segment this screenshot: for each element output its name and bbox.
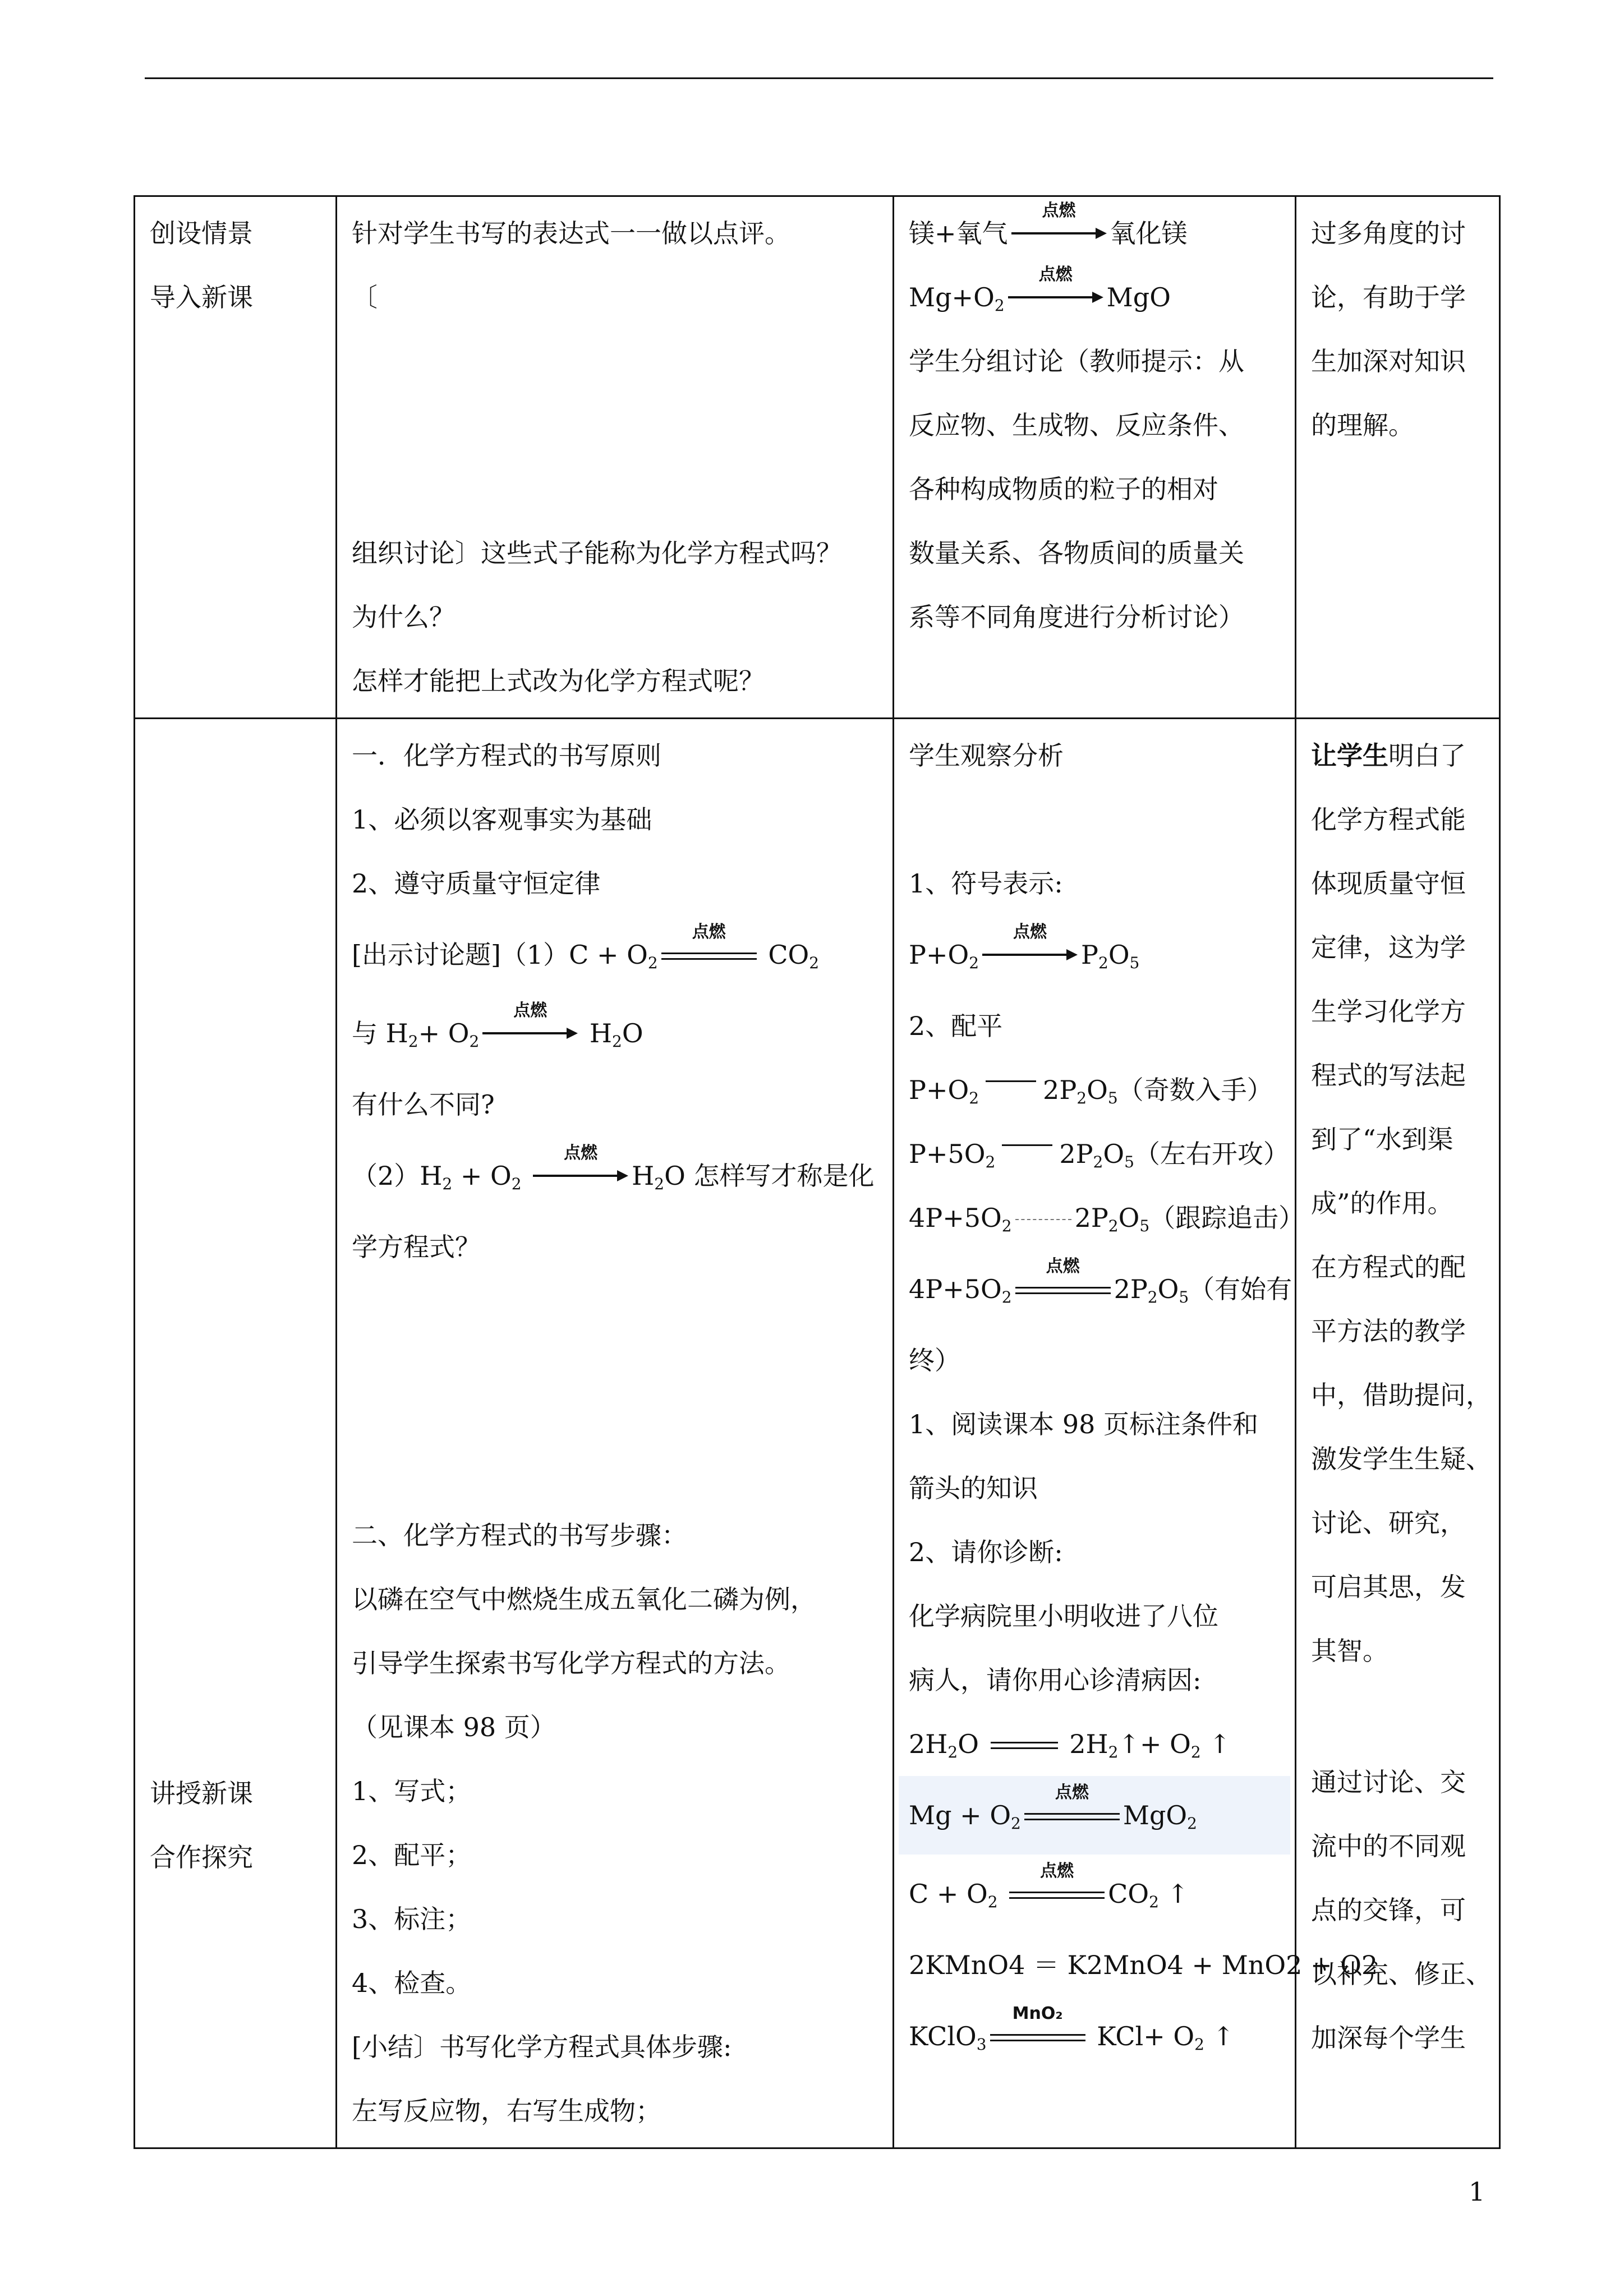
text-line: 1、必须以客观事实为基础 <box>352 804 652 835</box>
student-activity-cell <box>894 196 1296 719</box>
text-line: 针对学生书写的表达式一一做以点评。 <box>352 218 790 249</box>
text-line: 程式的写法起 <box>1311 1060 1466 1091</box>
text-line: 过多角度的讨 <box>1311 218 1466 249</box>
text-line: 其智。 <box>1311 1636 1388 1666</box>
text-line: 1、写式； <box>352 1776 472 1806</box>
equals-sign-icon: 点燃 <box>661 933 757 967</box>
teacher-activity-cell <box>337 196 894 719</box>
text-line: 病人，请你用心诊清病因: <box>909 1665 1202 1695</box>
arrow-icon: 点燃 <box>482 1012 578 1046</box>
text-line: 二、化学方程式的书写步骤： <box>352 1520 687 1550</box>
stage-line: 讲授新课 <box>150 1778 253 1809</box>
stage-line: 创设情景 <box>150 218 253 249</box>
text-line: 2、配平； <box>352 1840 472 1870</box>
equation: $2H_2O$ $2H_2↑+ O_2$ ↑ <box>909 1712 1280 1776</box>
text-line: 到了“水到渠 <box>1311 1124 1453 1154</box>
equation: $4P+5O_2$ $2P_2O_5$（跟踪追击） <box>909 1203 1305 1235</box>
equation: KClO$_3$ MnO₂ $KCl+ O_2$ ↑ <box>909 2004 1235 2054</box>
text-line: 通过讨论、交 <box>1311 1767 1466 1797</box>
equation: $Mg+O_2$ 点燃 MgO <box>909 265 1171 315</box>
equation: $Mg + O_2$ 点燃 MgO$_2$ <box>899 1776 1290 1855</box>
text-line: 4、检查。 <box>352 1968 472 1998</box>
stage-line: 导入新课 <box>150 282 253 312</box>
text-line: 2、遵守质量守恒定律 <box>352 868 601 899</box>
text-line: 2、请你诊断: <box>909 1537 1063 1567</box>
text-line: 生加深对知识 <box>1311 346 1466 376</box>
text-line: 在方程式的配 <box>1311 1252 1466 1282</box>
text-line: 学生观察分析 <box>909 740 1064 771</box>
text-line: 为什么？ <box>352 602 455 632</box>
equation: $P+O_2$ 点燃 $P_2O_5$ <box>909 922 1140 972</box>
equation: $P+O_2$ $2P_2O_5$（奇数入手） <box>909 1075 1273 1107</box>
page-number: 1 <box>1469 2177 1485 2207</box>
teacher-activity-cell <box>337 719 894 2148</box>
equals-sign-icon: 点燃 <box>1024 1794 1120 1828</box>
text-line: 学方程式？ <box>352 1232 481 1262</box>
table-row <box>135 196 1500 719</box>
text-line: 引导学生探索书写化学方程式的方法。 <box>352 1648 790 1678</box>
purpose-cell <box>1296 719 1500 2148</box>
stage-cell <box>135 196 337 719</box>
text-line: 反应物、生成物、反应条件、 <box>909 410 1244 440</box>
text-line: 激发学生生疑、 <box>1311 1444 1492 1474</box>
equation: $4P+5O_2$ 点燃 $2P_2O_5$（有始有 <box>909 1257 1292 1306</box>
text-line: 的理解。 <box>1311 410 1414 440</box>
text-line: [小结〕书写化学方程式具体步骤: <box>352 2032 732 2062</box>
text-line: 1、阅读课本 98 页标注条件和 <box>909 1409 1259 1439</box>
arrow-icon: 点燃 <box>1008 276 1103 310</box>
text-line: 系等不同角度进行分析讨论） <box>909 602 1244 632</box>
text-line: 组织讨论〕这些式子能称为化学方程式吗？ <box>352 538 842 568</box>
arrow-icon: 点燃 <box>533 1154 628 1188</box>
text-line: 论，有助于学 <box>1311 282 1466 312</box>
arrow-icon: 点燃 <box>982 933 1078 967</box>
header-rule <box>145 77 1493 79</box>
text-line: 成”的作用。 <box>1311 1188 1453 1218</box>
text-line: 定律，这为学 <box>1311 932 1466 963</box>
equals-sign-icon: 点燃 <box>1009 1872 1105 1906</box>
text-line: 各种构成物质的粒子的相对 <box>909 474 1218 504</box>
text-line: 左写反应物，右写生成物； <box>352 2096 661 2126</box>
purpose-cell <box>1296 196 1500 719</box>
text-line: 一．化学方程式的书写原则 <box>352 740 661 771</box>
equation: $P+5O_2$ $2P_2O_5$（左右开攻） <box>909 1139 1289 1171</box>
text-line: 有什么不同? <box>352 1089 495 1120</box>
text-line: 终） <box>909 1345 960 1375</box>
text-line: 3、标注； <box>352 1904 472 1934</box>
text-line: 以磷在空气中燃烧生成五氧化二磷为例， <box>352 1584 816 1614</box>
text-line: 〔 <box>352 282 378 312</box>
text-line: 数量关系、各物质间的质量关 <box>909 538 1244 568</box>
text-line: 中，借助提问， <box>1311 1380 1492 1410</box>
equation: 2KMnO4 ＝ K2MnO4 + MnO2 + O2 <box>909 1950 1378 1980</box>
text-line: 学生分组讨论（教师提示：从 <box>909 346 1244 376</box>
text-line: 平方法的教学 <box>1311 1316 1466 1346</box>
stage-cell <box>135 719 337 2148</box>
equation: $C + O_2$ 点燃 $CO_2$ ↑ <box>909 1861 1189 1911</box>
equation: [出示讨论题]$(1)C + O_2$ 点燃 $CO_2$ <box>352 922 820 972</box>
text-line: （见课本 98 页） <box>352 1712 556 1742</box>
equation: 与 $H_2+ O_2$ 点燃 $H_2O$ <box>352 1001 643 1051</box>
text-line: 2、配平 <box>909 1011 1003 1041</box>
text-line: 怎样才能把上式改为化学方程式呢？ <box>352 666 765 696</box>
equals-sign-icon: MnO₂ <box>990 2015 1085 2049</box>
equals-sign-icon <box>991 1723 1058 1756</box>
stage-line: 合作探究 <box>150 1842 253 1872</box>
text-line: 化学方程式能 <box>1311 804 1466 835</box>
table-row <box>135 719 1500 2148</box>
equals-sign-icon: 点燃 <box>1015 1268 1111 1301</box>
text-line: 化学病院里小明收进了八位 <box>909 1601 1218 1631</box>
equation: 镁+氧气 点燃 氧化镁 <box>909 201 1188 249</box>
text-line: 体现质量守恒 <box>1311 868 1466 899</box>
text-line: 让学生明白了 <box>1311 740 1466 771</box>
text-line: 点的交锋，可 <box>1311 1895 1466 1925</box>
text-line: 箭头的知识 <box>909 1473 1038 1503</box>
text-line: 生学习化学方 <box>1311 996 1466 1027</box>
text-line: 加深每个学生 <box>1311 2023 1466 2053</box>
equation: $(2)H_2 + O_2$ 点燃 $H_2O$ 怎样写才称是化 <box>352 1143 875 1193</box>
text-line: 以补充、修正、 <box>1311 1959 1492 1989</box>
text-line: 流中的不同观 <box>1311 1831 1466 1861</box>
arrow-icon: 点燃 <box>1011 212 1107 246</box>
text-line: 1、符号表示: <box>909 868 1063 899</box>
text-line: 讨论、研究， <box>1311 1508 1466 1538</box>
lesson-plan-table <box>134 195 1501 2149</box>
text-line: 可启其思，发 <box>1311 1572 1466 1602</box>
